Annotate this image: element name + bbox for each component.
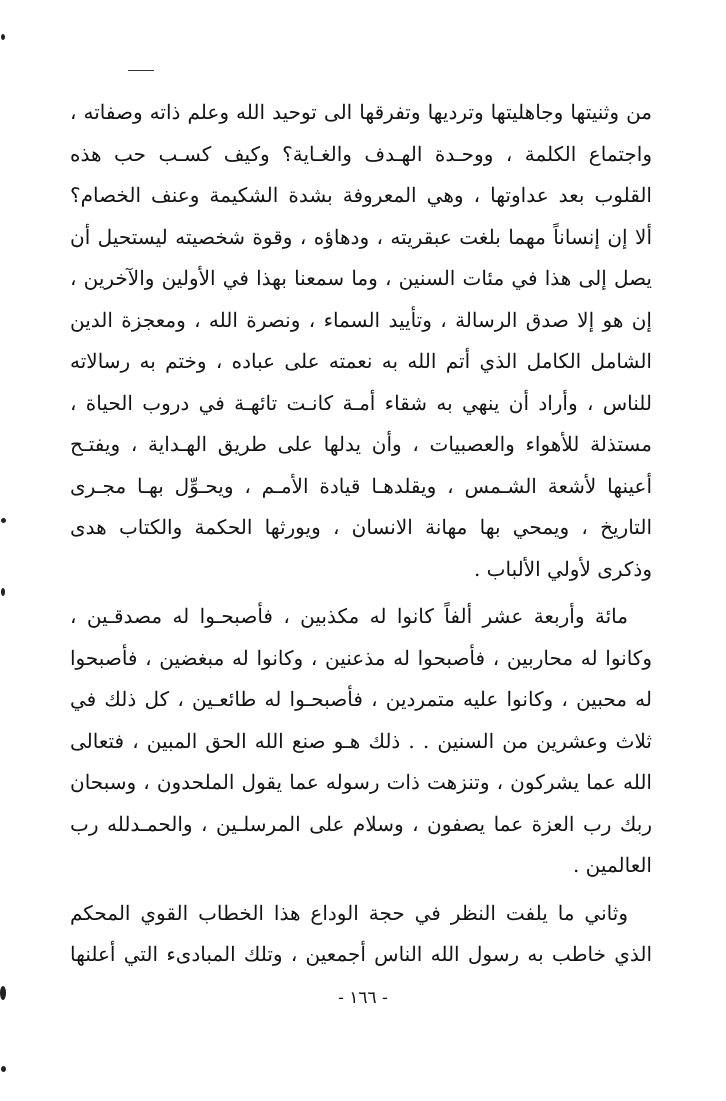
paragraph-1-line-1: من وثنيتها وجاهليتها وترديها وتفرقها الى توحيد الله وعلم ذاته وصفاته ،	[70, 100, 652, 124]
page-number: - ١٦٦ -	[338, 988, 388, 1008]
body-text	[70, 92, 652, 976]
paragraph-2-line-6: ربك رب العزة عما يصفون ، وسلام على المرسلـين ، والحمـدلله رب	[70, 811, 652, 836]
paragraph-1-line-12: وذكرى لأولي الألباب .	[473, 556, 652, 581]
paragraph-2-line-7: العالمين .	[572, 853, 652, 877]
paragraph-1-line-5: يصل إلى هذا في مئات السنين ، وما سمعنا بهذا في الأولين والآخرين ،	[70, 266, 652, 290]
paragraph-1-line-2: واجتماع الكلمة ، ووحـدة الهـدف والغـاية؟ وكيف كسـب حب هذه	[70, 141, 652, 166]
paragraph-1-line-7: الشامل الكامل الذي أتم الله به نعمته على عباده ، وختم به رسالاته	[70, 349, 652, 373]
paragraph-2-line-3: له محبين ، وكانوا عليه متمردين ، فأصبحـوا له طائعـين ، كل ذلك في	[70, 687, 652, 711]
paragraph-1-line-8: للناس ، وأراد أن ينهي به شقاء أمـة كانـت تائهـة في دروب الحياة ،	[70, 390, 652, 415]
paragraph-1-line-11: التاريخ ، ويمحي بها مهانة الانسان ، ويورثها الحكمة والكتاب هدى	[70, 515, 652, 539]
scan-speck	[1, 34, 5, 40]
paragraph-1-line-6: إن هو إلا صدق الرسالة ، وتأييد السماء ، ونصرة الله ، ومعجزة الدين	[70, 307, 652, 332]
scan-speck	[1, 518, 6, 523]
paragraph-2-line-1: مائة وأربعة عشر ألفاً كانوا له مكذبين ، فأصبحـوا له مصدقـين ،	[70, 604, 628, 628]
paragraph-2-line-4: ثلاث وعشرين من السنين . . ذلك هـو صنع الله الحق المبين ، فتعالى	[70, 728, 652, 753]
paragraph-1-line-10: أعينها لأشعة الشـمس ، ويقلدهـا قيادة الأمـم ، ويحـوِّل بهـا مجـرى	[70, 473, 653, 498]
paragraph-3-line-1: وثاني ما يلفت النظر في حجة الوداع هذا الخطاب القوي المحكم	[70, 900, 628, 925]
paragraph-2-line-5: الله عما يشركون ، وتنزهت ذات رسوله عما يقول الملحدون ، وسبحان	[70, 770, 652, 794]
paragraph-2-line-2: وكانوا له محاربين ، فأصبحوا له مذعنين ، وكانوا له مبغضين ، فأصبحوا	[70, 645, 652, 670]
paragraph-1-line-9: مستذلة للأهواء والعصبيات ، وأن يدلها على طريق الهـداية ، ويفتـح	[70, 432, 652, 456]
scan-speck	[1, 588, 5, 596]
paragraph-1-line-3: القلوب بعد عداوتها ، وهي المعروفة بشدة الشكيمة وعنف الخصام؟	[70, 183, 652, 207]
scan-speck	[1, 1066, 6, 1072]
scan-speck	[0, 986, 6, 1000]
header-rule	[128, 70, 154, 71]
paragraph-3-line-2: الذي خاطب به رسول الله الناس أجمعين ، وتلك المبادىء التي أعلنها	[70, 942, 652, 966]
paragraph-1-line-4: ألا إن إنساناً مهما بلغت عبقريته ، ودهاؤه ، وقوة شخصيته ليستحيل أن	[70, 224, 652, 249]
